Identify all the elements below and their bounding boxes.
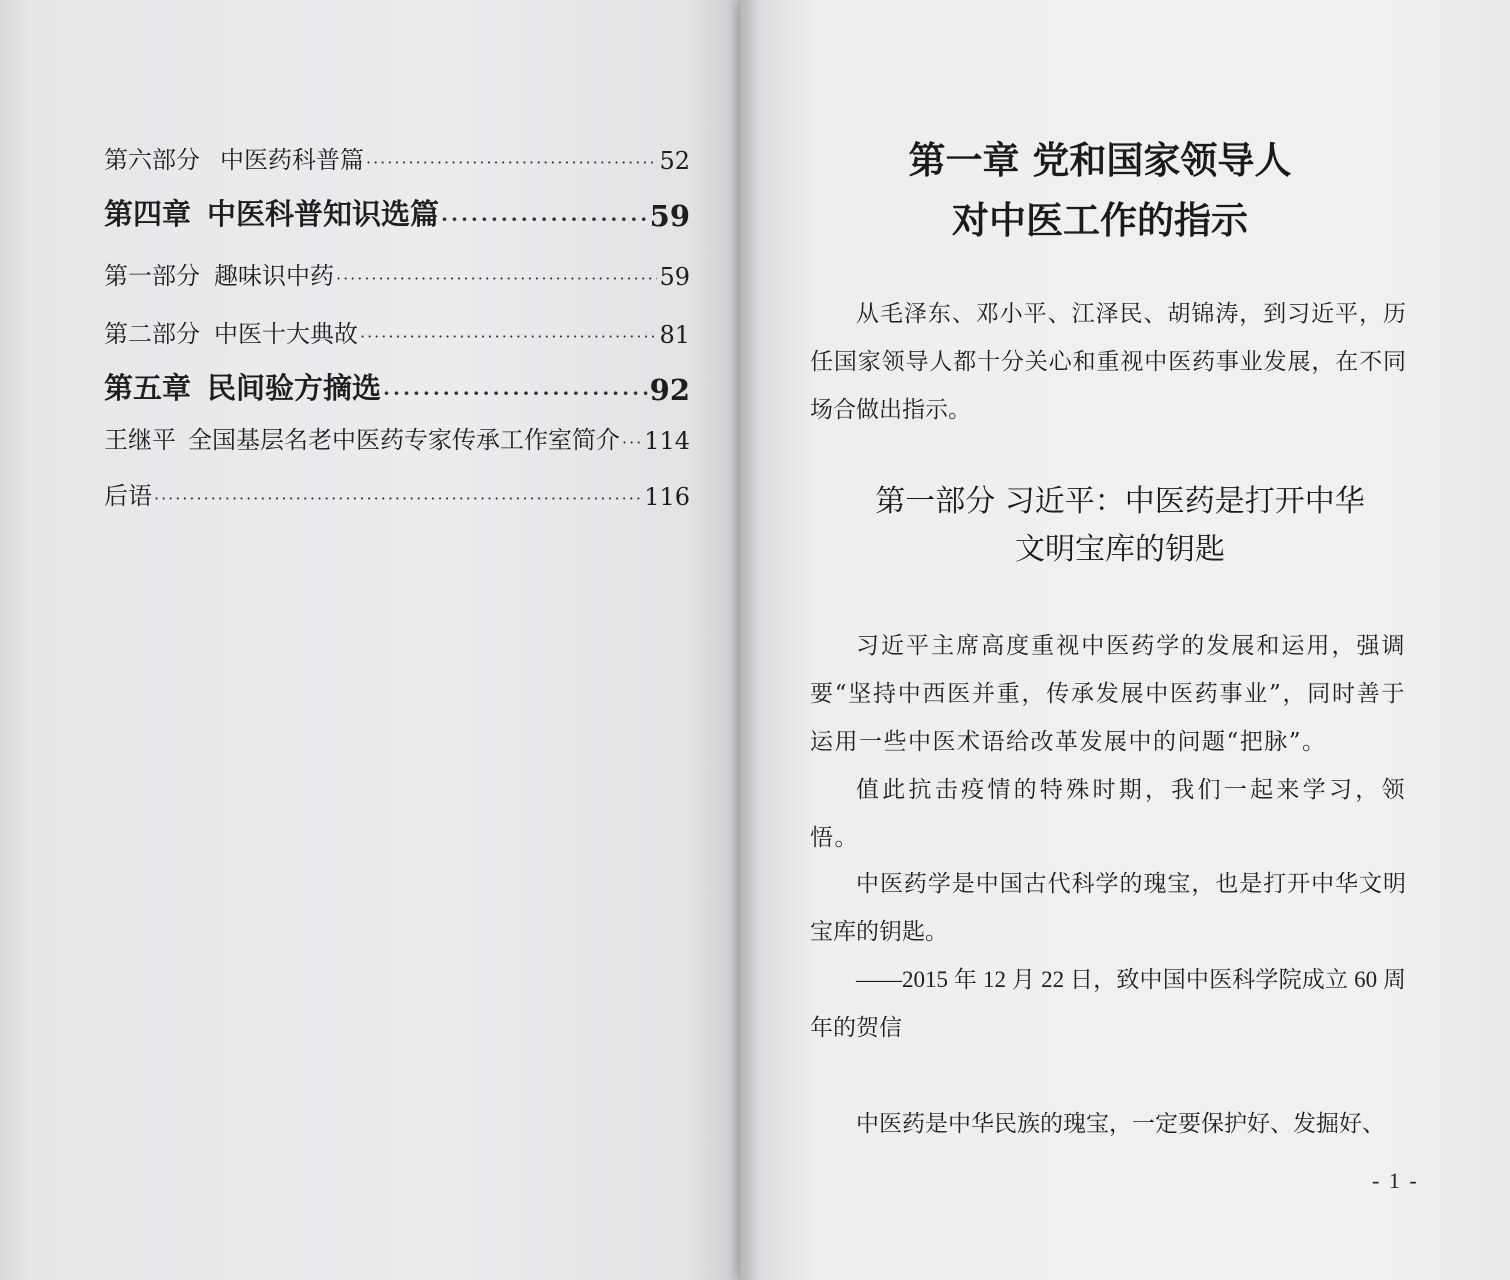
toc-entry bbox=[104, 420, 690, 455]
toc-entry bbox=[104, 256, 690, 291]
toc-leader-dots bbox=[360, 325, 657, 349]
section-title-line-1: 第一部分 习近平：中医药是打开中华 bbox=[875, 484, 1365, 519]
toc-leader-dots bbox=[383, 379, 648, 407]
chapter-title-line-1: 第一章 党和国家领导人 bbox=[908, 138, 1292, 182]
toc-entry-number: 后语 bbox=[104, 482, 152, 510]
toc-entry-page: 52 bbox=[659, 147, 690, 175]
toc-entry-title: 趣味识中药 bbox=[214, 262, 334, 290]
toc-leader-dots bbox=[154, 487, 642, 511]
toc-entry-title: 中医十大典故 bbox=[214, 320, 358, 348]
toc-entry-page: 59 bbox=[649, 199, 690, 233]
toc-entry bbox=[104, 314, 690, 349]
section-title-line-2: 文明宝库的钥匙 bbox=[1015, 532, 1225, 567]
toc-entry-number: 第一部分 bbox=[104, 262, 200, 290]
kai-paragraph-1: 习近平主席高度重视中医药学的发展和运用，强调要“坚持中西医并重，传承发展中医药事业”，同时善于运用一些中医术语给改革发展中的问题“把脉”。 bbox=[810, 633, 1406, 755]
toc-entry-chapter bbox=[104, 192, 690, 233]
left-page bbox=[0, 0, 748, 1280]
toc-leader-dots bbox=[336, 267, 657, 291]
quote-paragraph-2: 中医药是中华民族的瑰宝，一定要保护好、发掘好、 bbox=[856, 1111, 1385, 1136]
toc-entry-number: 第二部分 bbox=[104, 320, 200, 348]
toc-entry-page: 116 bbox=[644, 483, 690, 511]
toc-entry-number: 第四章 bbox=[104, 197, 192, 231]
toc-entry-number: 王继平 bbox=[104, 426, 176, 454]
toc-entry-number: 第六部分 bbox=[104, 146, 200, 174]
toc-entry-number: 第五章 bbox=[104, 371, 192, 405]
quote-source: ——2015 年 12 月 22 日，致中国中医科学院成立 60 周年的贺信 bbox=[810, 967, 1406, 1040]
toc-entry-page: 114 bbox=[644, 427, 690, 455]
toc-entry-page: 81 bbox=[659, 321, 690, 349]
toc-entry-page: 92 bbox=[649, 373, 690, 407]
toc-entry-title: 全国基层名老中医药专家传承工作室简介 bbox=[188, 426, 620, 454]
section-title bbox=[820, 478, 1420, 574]
intro-paragraph: 从毛泽东、邓小平、江泽民、胡锦涛，到习近平，历任国家领导人都十分关心和重视中医药事业发展，在不同场合做出指示。 bbox=[810, 301, 1406, 422]
toc-entry bbox=[104, 476, 690, 511]
quote-paragraph-1: 中医药学是中国古代科学的瑰宝，也是打开中华文明宝库的钥匙。 bbox=[810, 871, 1406, 944]
toc-entry-title: 民间验方摘选 bbox=[207, 371, 382, 405]
toc-leader-dots bbox=[622, 431, 642, 455]
kai-paragraph-2: 值此抗击疫情的特殊时期，我们一起来学习，领悟。 bbox=[810, 777, 1406, 851]
toc-entry-title: 中医科普知识选篇 bbox=[207, 197, 440, 231]
page-number: - 1 - bbox=[1372, 1168, 1419, 1193]
page-gutter-shadow bbox=[740, 0, 754, 1280]
toc-entry bbox=[104, 140, 690, 175]
toc-entry-page: 59 bbox=[659, 263, 690, 291]
toc-entry-title: 中医药科普篇 bbox=[220, 146, 364, 174]
chapter-title bbox=[820, 134, 1380, 246]
chapter-title-line-2: 对中医工作的指示 bbox=[952, 198, 1248, 242]
toc-entry-chapter bbox=[104, 366, 690, 407]
toc-leader-dots bbox=[366, 151, 657, 175]
toc-leader-dots bbox=[441, 205, 648, 233]
